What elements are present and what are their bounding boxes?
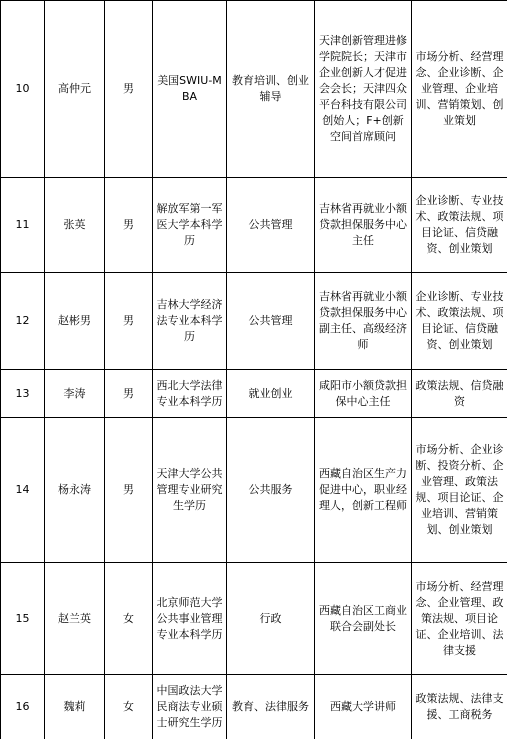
expertise: 市场分析、企业诊断、投资分析、企业管理、政策法规、项目论证、企业培训、营销策划、创业策划 <box>412 418 507 563</box>
field: 就业创业 <box>227 370 315 418</box>
table-row <box>1 675 507 739</box>
person-name: 李涛 <box>45 370 105 418</box>
person-name: 赵彬男 <box>45 273 105 370</box>
table-row <box>1 273 507 370</box>
person-name: 高仲元 <box>45 1 105 178</box>
person-name: 赵兰英 <box>45 563 105 675</box>
gender: 男 <box>105 178 153 273</box>
expertise: 市场分析、经营理念、企业诊断、企业管理、企业培训、营销策划、创业策划 <box>412 1 507 178</box>
job-title: 吉林省再就业小额贷款担保服务中心主任 <box>315 178 412 273</box>
expertise: 政策法规、信贷融资 <box>412 370 507 418</box>
row-number: 16 <box>1 675 45 739</box>
gender: 男 <box>105 1 153 178</box>
gender: 女 <box>105 675 153 739</box>
job-title: 天津创新管理进修学院院长；天津市企业创新人才促进会会长；天津四众平台科技有限公司创始人；F+创新空间首席顾问 <box>315 1 412 178</box>
job-title: 西藏大学讲师 <box>315 675 412 739</box>
education: 吉林大学经济法专业本科学历 <box>153 273 227 370</box>
gender: 女 <box>105 563 153 675</box>
gender: 男 <box>105 418 153 563</box>
table-row <box>1 370 507 418</box>
education: 美国SWIU-MBA <box>153 1 227 178</box>
education: 北京师范大学公共事业管理专业本科学历 <box>153 563 227 675</box>
expertise: 企业诊断、专业技术、政策法规、项目论证、信贷融资、创业策划 <box>412 178 507 273</box>
job-title: 咸阳市小额贷款担保中心主任 <box>315 370 412 418</box>
education: 解放军第一军医大学本科学历 <box>153 178 227 273</box>
row-number: 10 <box>1 1 45 178</box>
expertise: 市场分析、经营理念、企业管理、政策法规、项目论证、企业培训、法律支援 <box>412 563 507 675</box>
gender: 男 <box>105 370 153 418</box>
education: 天津大学公共管理专业研究生学历 <box>153 418 227 563</box>
expertise: 政策法规、法律支援、工商税务 <box>412 675 507 739</box>
row-number: 13 <box>1 370 45 418</box>
field: 教育、法律服务 <box>227 675 315 739</box>
field: 公共服务 <box>227 418 315 563</box>
person-name: 魏莉 <box>45 675 105 739</box>
job-title: 西藏自治区工商业联合会副处长 <box>315 563 412 675</box>
job-title: 西藏自治区生产力促进中心，职业经理人，创新工程师 <box>315 418 412 563</box>
row-number: 14 <box>1 418 45 563</box>
expertise: 企业诊断、专业技术、政策法规、项目论证、信贷融资、创业策划 <box>412 273 507 370</box>
row-number: 11 <box>1 178 45 273</box>
education: 中国政法大学民商法专业硕士研究生学历 <box>153 675 227 739</box>
person-name: 张英 <box>45 178 105 273</box>
table-row <box>1 563 507 675</box>
job-title: 吉林省再就业小额贷款担保服务中心副主任、高级经济师 <box>315 273 412 370</box>
gender: 男 <box>105 273 153 370</box>
row-number: 12 <box>1 273 45 370</box>
row-number: 15 <box>1 563 45 675</box>
field: 公共管理 <box>227 273 315 370</box>
table-row <box>1 178 507 273</box>
field: 公共管理 <box>227 178 315 273</box>
table-row <box>1 1 507 178</box>
field: 行政 <box>227 563 315 675</box>
person-name: 杨永涛 <box>45 418 105 563</box>
table-row <box>1 418 507 563</box>
education: 西北大学法律专业本科学历 <box>153 370 227 418</box>
field: 教育培训、创业辅导 <box>227 1 315 178</box>
